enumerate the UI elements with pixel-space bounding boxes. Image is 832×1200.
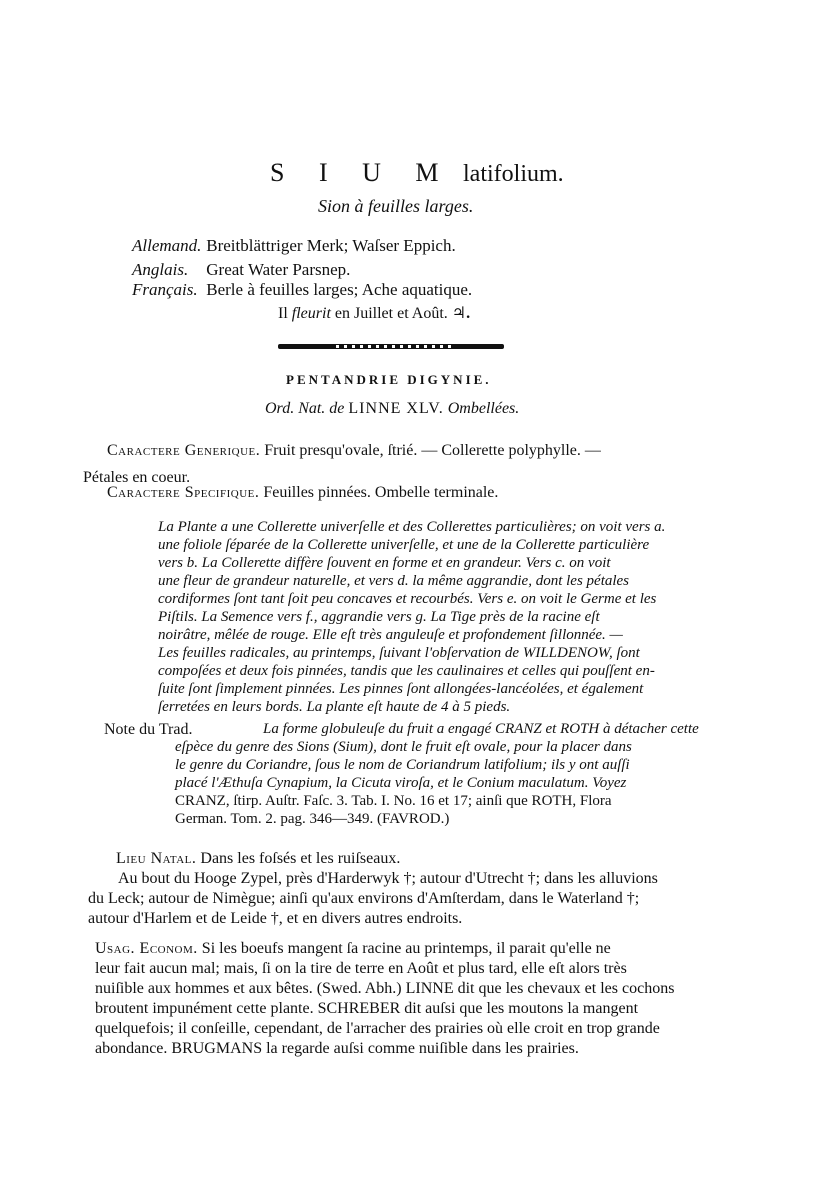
description-line: Les feuilles radicales, au printemps, ſuivant l'obſervation de WILLDENOW, ſont xyxy=(158,645,640,661)
vernacular-name-german xyxy=(132,236,456,256)
description-line: compoſées et deux fois pinnées, tandis que les caulinaires et celles qui pouſſent en- xyxy=(158,663,655,679)
economic-use-line: leur fait aucun mal; mais, ſi on la tire de terre en Août et plus tard, elle eſt alors très xyxy=(95,960,627,977)
description-line: vers b. La Collerette diffère ſouvent en forme et en grandeur. Vers c. on voit xyxy=(158,555,611,571)
flowering-text: en Juillet et Août. xyxy=(334,305,448,322)
description-line: une foliole ſéparée de la Collerette univerſelle, et une de la Collerette particulière xyxy=(158,537,650,553)
translator-note-line: CRANZ, ſtirp. Auſtr. Faſc. 3. Tab. I. No. 16 et 17; ainſi que ROTH, Flora xyxy=(175,793,612,809)
language-label: Français. xyxy=(132,280,198,299)
french-common-name: Sion à feuilles larges. xyxy=(318,196,474,216)
habitat-text: Dans les foſsés et les ruiſseaux. xyxy=(200,850,401,867)
description-line: une fleur de grandeur naturelle, et vers d. la même aggrandie, dont les pétales xyxy=(158,573,630,589)
translator-note-label: Note du Trad. xyxy=(104,721,193,738)
economic-use-line xyxy=(95,940,611,958)
translator-note-line: La forme globuleuſe du fruit a engagé CRANZ et ROTH à détacher cette xyxy=(263,721,699,737)
translator-note-line: le genre du Coriandre, ſous le nom de Coriandrum latifolium; ils y ont auſſi xyxy=(175,757,630,773)
description-line: Piſtils. La Semence vers f., aggrandie vers g. La Tige près de la racine eſt xyxy=(158,609,600,625)
description-line: ſuite ſont ſimplement pinnées. Les pinnes ſont allongées-lancéolées, et également xyxy=(158,681,644,697)
language-label: Allemand. xyxy=(132,236,202,255)
specific-text: Feuilles pinnées. Ombelle terminale. xyxy=(263,484,499,501)
genus-name: S I U M xyxy=(270,158,453,187)
linnaean-class: PENTANDRIE DIGYNIE. xyxy=(286,372,492,387)
order-prefix: Ord. Nat. de xyxy=(265,400,345,417)
translator-note-line: German. Tom. 2. pag. 346—349. (FAVROD.) xyxy=(175,811,450,827)
generic-label: Caractere Generique. xyxy=(107,442,261,459)
genus-title xyxy=(270,158,564,188)
economic-use-line: broutent impunément cette plante. SCHREBER dit auſsi que les moutons la mangent xyxy=(95,1000,639,1017)
generic-character xyxy=(107,442,601,460)
flowering-verb: fleurit xyxy=(291,305,331,322)
habitat-line: Au bout du Hooge Zypel, près d'Harderwyk †; autour d'Utrecht †; dans les alluvions xyxy=(118,870,658,887)
habitat-heading xyxy=(116,850,400,868)
order-author: LINNE XLV. xyxy=(348,400,444,417)
species-name: latifolium. xyxy=(463,161,564,187)
vernacular-name-english xyxy=(132,260,350,280)
ornamental-rule xyxy=(278,344,504,349)
description-line: cordiformes ſont tant ſoit peu concaves et recourbés. Vers e. on voit le Germe et les xyxy=(158,591,657,607)
description-line: ſerretées en leurs bords. La plante eſt haute de 4 à 5 pieds. xyxy=(158,699,511,715)
habitat-line: du Leck; autour de Nimègue; ainſi qu'aux environs d'Amſterdam, dans le Waterland †; xyxy=(88,890,640,907)
vernacular-text: Great Water Parsnep. xyxy=(206,260,351,279)
generic-character-continuation: Pétales en coeur. xyxy=(83,469,191,486)
specific-label: Caractere Specifique. xyxy=(107,484,260,501)
economic-use-label: Usag. Econom. xyxy=(95,940,198,957)
perennial-symbol: ♃. xyxy=(451,305,471,322)
language-label: Anglais. xyxy=(132,260,189,279)
natural-order xyxy=(265,400,519,418)
vernacular-text: Berle à feuilles larges; Ache aquatique. xyxy=(206,280,473,299)
vernacular-text: Breitblättriger Merk; Waſser Eppich. xyxy=(206,236,456,255)
economic-use-line: abondance. BRUGMANS la regarde auſsi comme nuiſible dans les prairies. xyxy=(95,1040,579,1057)
flowering-time xyxy=(278,303,470,323)
habitat-line: autour d'Harlem et de Leide †, et en divers autres endroits. xyxy=(88,910,463,927)
order-family: Ombellées. xyxy=(447,400,520,417)
habitat-label: Lieu Natal. xyxy=(116,850,197,867)
description-line: noirâtre, mêlée de rouge. Elle eſt très anguleuſe et profondement ſillonnée. — xyxy=(158,627,623,643)
translator-note-line: placé l'Æthuſa Cynapium, la Cicuta viroſa, et le Conium maculatum. Voyez xyxy=(175,775,627,791)
specific-character xyxy=(107,484,498,502)
generic-text: Fruit presqu'ovale, ſtrié. — Collerette polyphylle. — xyxy=(264,442,601,459)
economic-use-text: Si les boeufs mangent ſa racine au printemps, il parait qu'elle ne xyxy=(201,940,611,957)
economic-use-line: nuiſible aux hommes et aux bêtes. (Swed. Abh.) LINNE dit que les chevaux et les cochons xyxy=(95,980,675,997)
economic-use-line: quelquefois; il conſeille, cependant, de l'arracher des prairies où elle croit en trop grande xyxy=(95,1020,660,1037)
flowering-prefix: Il xyxy=(278,305,288,322)
vernacular-name-french xyxy=(132,280,472,300)
description-line: La Plante a une Collerette univerſelle et des Collerettes particulières; on voit vers a. xyxy=(158,519,666,535)
translator-note-line: eſpèce du genre des Sions (Sium), dont le fruit eſt ovale, pour la placer dans xyxy=(175,739,632,755)
